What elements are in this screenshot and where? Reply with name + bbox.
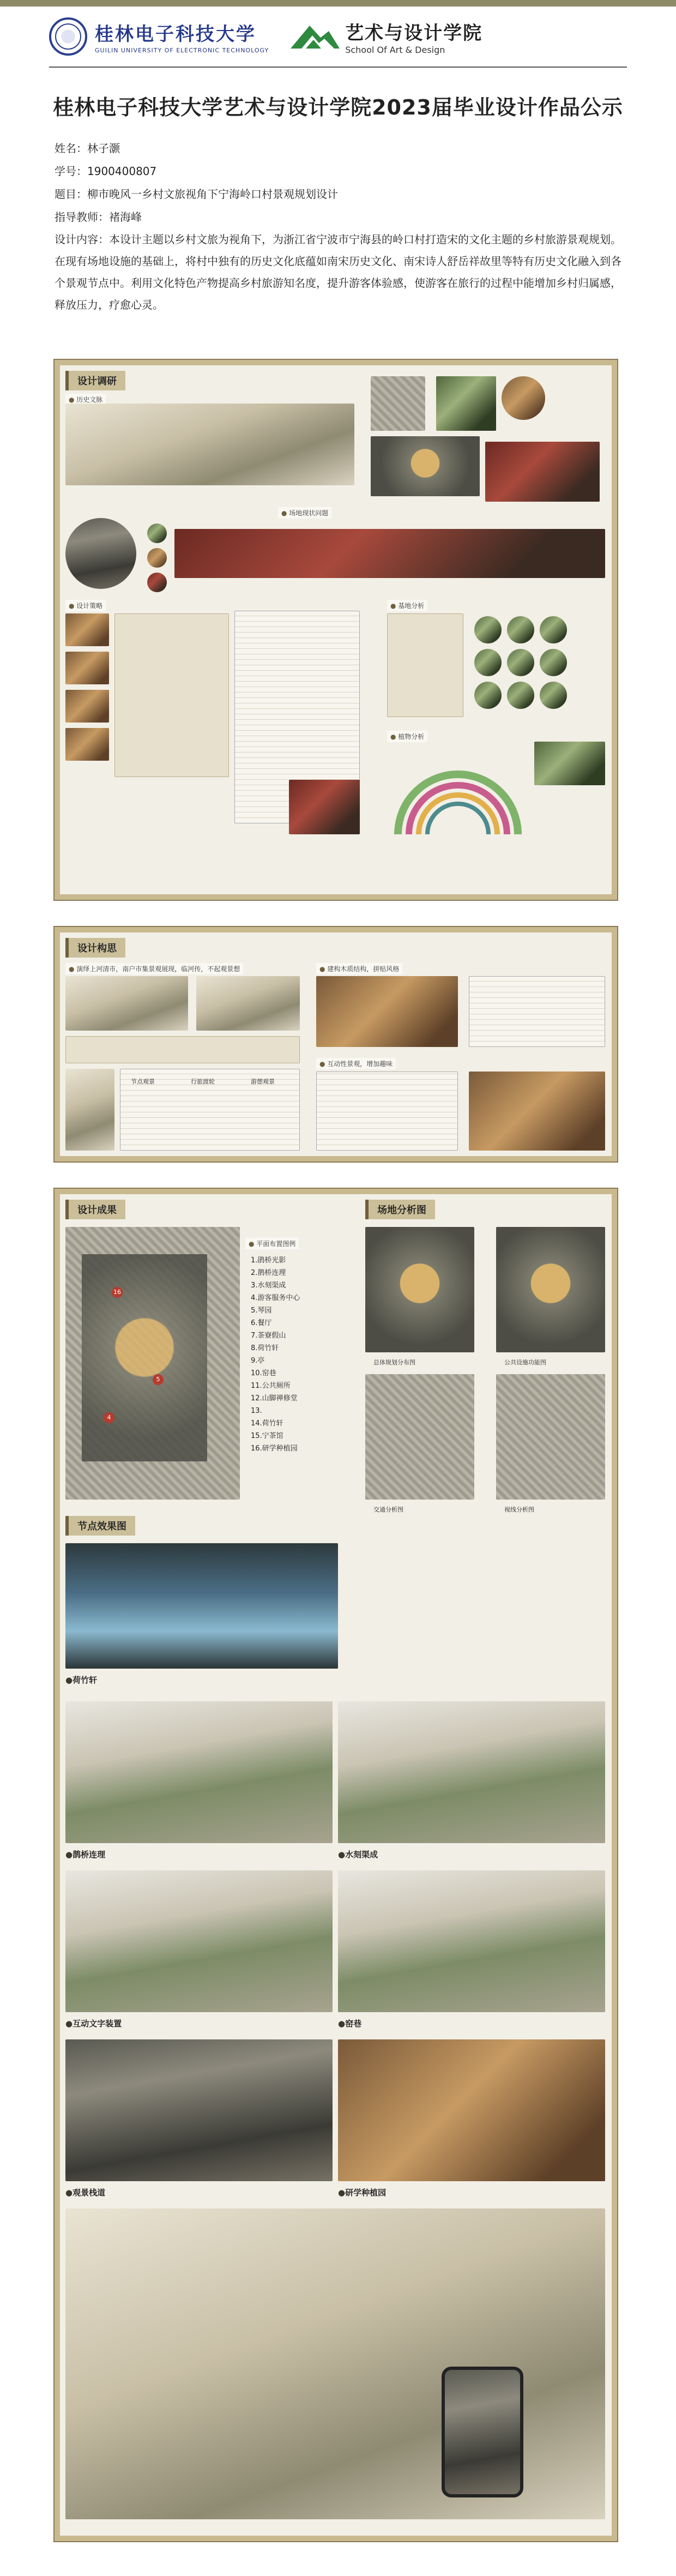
detail-circle-3 [147,573,167,592]
mountain-logo-icon [291,21,340,52]
analysis-circle-5 [507,649,534,676]
caption-research-garden: ● 研学种植园 [338,2187,386,2198]
caption-queqiao: ● 鹊桥连理 [65,1849,105,1860]
legend-item: 14.荷竹轩 [251,1419,283,1428]
legend-item: 8.荷竹轩 [251,1344,279,1352]
legend-item: 15.宁茶馆 [251,1432,283,1440]
college-logo [291,18,482,55]
plan-marker-16: 16 [112,1287,123,1298]
stage-render [469,1072,605,1151]
structure-sketch [469,976,605,1047]
analysis-circle-1 [474,616,502,643]
top-strip [0,0,676,7]
board-concept-tag: 设计构思 [65,938,125,958]
analysis-circle-6 [540,649,567,676]
legend-item: 13. [251,1407,262,1415]
legend-item: 4.游客服务中心 [251,1294,300,1302]
site-analysis-tag: 场地分析图 [365,1200,435,1219]
village-circle-map [65,518,136,589]
student-id: 学号：1900400807 [55,165,157,178]
caption-shuike: ● 水刻渠成 [338,1849,378,1860]
site-status-strip [174,529,605,578]
legend-item: 11.公共厕所 [251,1382,291,1390]
overall-plan-map [365,1227,474,1352]
legend-item: 16.研学种植园 [251,1445,298,1453]
analysis-circle-3 [540,616,567,643]
student-info [0,137,676,228]
page-title: 桂林电子科技大学艺术与设计学院2023届毕业设计作品公示 [53,95,623,119]
caption-yaoxiang: ● 窑巷 [338,2018,361,2029]
view-map [496,1374,605,1500]
college-name-cn: 艺术与设计学院 [345,22,483,44]
aerial-landscape-render [65,2208,605,2519]
legend-item: 5.琴园 [251,1307,272,1315]
analysis-circle-8 [507,682,534,709]
detail-circle-1 [147,523,167,543]
plant-photo [534,742,605,785]
scene-shuike [338,1701,605,1843]
legend-item: 1.鹃桥光影 [251,1256,286,1265]
analysis-caption-4: 视线分析图 [504,1506,534,1513]
advisor: 指导教师：褚海峰 [55,210,142,224]
legend-item: 3.水刻渠成 [251,1281,286,1290]
sketch-label-3: 游憩观景 [251,1078,275,1085]
plan-marker-5: 5 [153,1374,164,1385]
caption-hezhuxuan: ● 荷竹轩 [65,1674,97,1686]
college-name-en: School Of Art & Design [345,45,445,55]
strategy-image-3 [65,690,109,723]
site-status-label: ● 场地现状问题 [278,507,331,519]
location-map [371,376,425,431]
caption-boardwalk: ● 观景栈道 [65,2187,105,2198]
concept-note-left: ● 演绎上河清市，南户市集景观展现，临河传，不起观景想 [65,963,243,974]
facility-map [496,1227,605,1352]
strategy-image-1 [65,613,109,646]
site-photo-3 [485,442,600,502]
plant-analysis-label: ● 植物分析 [387,731,427,742]
scene-hezhuxuan [65,1543,338,1669]
scene-yaoxiang [338,1870,605,2012]
project-topic: 题目：柳市晚风一乡村文旅视角下宁海岭口村景观规划设计 [55,188,338,201]
scene-research-garden [338,2039,605,2181]
board-research-tag: 设计调研 [65,371,125,390]
legend-item: 10.窑巷 [251,1369,276,1377]
detail-circle-2 [147,548,167,568]
interaction-note: ● 互动性景观，增加趣味 [316,1058,396,1069]
sketch-label-1: 节点观景 [131,1078,155,1085]
board-concept [55,927,617,1161]
board-research [55,360,617,900]
analysis-caption-3: 交通分析图 [373,1506,403,1513]
traffic-map [365,1374,474,1500]
analysis-circle-7 [474,682,502,709]
concept-text-block [65,1036,300,1063]
phone-mockup [442,2367,523,2497]
site-photo-1 [436,376,496,431]
wood-structure-render [316,976,458,1047]
scene-boardwalk [65,2039,333,2181]
concept-note-right: ● 建构木质结构，拼贴风格 [316,963,402,974]
strategy-image-4 [65,728,109,761]
plan-legend [251,1254,300,1455]
school-name-en: GUILIN UNIVERSITY OF ELECTRONIC TECHNOLOGY [95,47,269,54]
site-aerial-map [371,436,480,496]
legend-title: ● 平面布置图例 [245,1238,299,1249]
legend-item: 2.鹊桥连理 [251,1269,286,1277]
analysis-circle-9 [540,682,567,709]
analysis-caption-1: 总体规划分布图 [373,1359,415,1366]
strategy-label: ● 设计策略 [65,600,106,611]
site-analysis-label: ● 基地分析 [387,600,427,611]
plant-ring-chart [387,747,529,840]
student-name: 姓名：林子灏 [55,142,120,155]
master-plan-village [82,1254,207,1461]
node-render-tag: 节点效果图 [65,1516,135,1536]
school-logo [49,17,269,56]
legend-item: 6.餐厅 [251,1319,272,1327]
analysis-caption-2: 公共设施功能图 [504,1359,546,1366]
strategy-photo-grid [289,780,360,834]
scene-interactive-text [65,1870,333,2012]
strategy-image-2 [65,652,109,684]
board-results-tag: 设计成果 [65,1200,125,1219]
design-description: 设计内容：本设计主题以乡村文旅为视角下，为浙江省宁波市宁海县的岭口村打造宋的文化主题的乡村旅游景观规划。在现有场地设施的基础上，将村中独有的历史文化底蕴如南宋历史文化、南宋诗人舒岳祥故里等特有历史文化融入到各个景观节点中。利用文化特色产物提高乡村旅游知名度，提升游客体验感，使游客在旅行的过程中能增加乡村归属感，释放压力，疗愈心灵。 [55,233,621,311]
sketch-label-2: 行旅渡轮 [191,1078,215,1085]
legend-item: 7.茶寮假山 [251,1332,286,1340]
logo-bar [0,7,676,67]
layer-stack-diagram [387,613,463,717]
interaction-sketch [316,1072,458,1151]
history-label: ● 历史文脉 [65,394,106,405]
legend-item: 12.山脚禅修堂 [251,1394,298,1403]
school-name-cn: 桂林电子科技大学 [95,23,256,45]
concept-scroll [65,1069,114,1151]
school-seal-icon [49,17,87,56]
analysis-circle-4 [474,649,502,676]
plan-marker-4: 4 [104,1412,114,1423]
strategy-text-block [114,613,229,777]
legend-item: 9.亭 [251,1357,265,1365]
history-painting [65,404,354,485]
site-photo-2 [502,376,545,420]
concept-painting-1 [65,976,188,1031]
scene-queqiao [65,1701,333,1843]
analysis-circle-2 [507,616,534,643]
caption-interactive-text: ● 互动文字装置 [65,2018,122,2029]
concept-painting-2 [196,976,300,1031]
board-results [55,1189,617,2541]
